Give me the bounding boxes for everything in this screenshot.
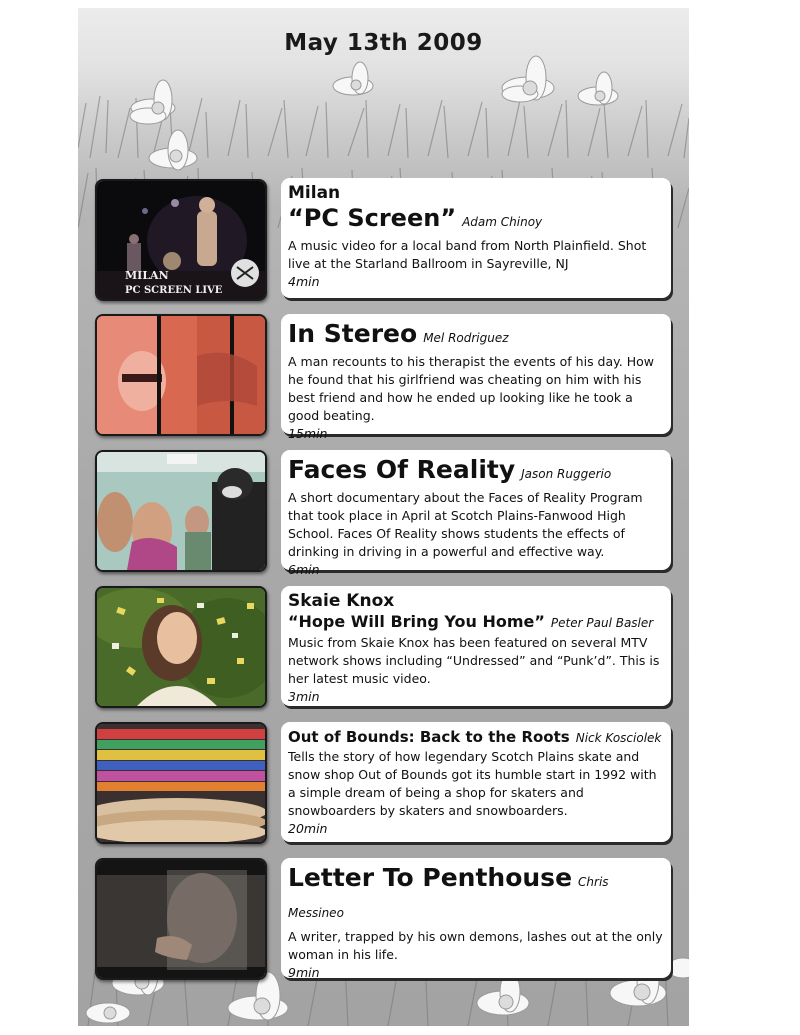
film-thumbnail-skaie-knox	[95, 586, 267, 708]
film-director: Nick Kosciolek	[575, 731, 662, 745]
film-card-milan	[281, 178, 671, 298]
film-card-in-stereo	[281, 314, 671, 441]
film-description: A short documentary about the Faces of Reality Program that took place in April at Scotch Plains-Fanwood High School. Faces Of Reality shows students the effects of drinking in driving in a powerful and effective way.	[288, 490, 643, 559]
film-duration: 20min	[288, 821, 328, 836]
film-description: A man recounts to his therapist the events of his day. How he found that his girlfriend was cheating on him with his best friend and how he ended up looking like he took a good beating.	[288, 354, 654, 423]
film-title: “Hope Will Bring You Home”	[288, 612, 545, 631]
film-description: Music from Skaie Knox has been featured on several MTV network shows including “Undressed” and “Punk’d”. This is her latest music video.	[288, 635, 660, 686]
film-description: A writer, trapped by his own demons, lashes out at the only woman in his life.	[288, 929, 663, 962]
film-director: Adam Chinoy	[462, 215, 543, 229]
film-duration: 9min	[288, 965, 320, 980]
thumb-caption-band: MILAN	[125, 269, 169, 282]
film-artist: Milan	[288, 183, 341, 203]
film-duration: 3min	[288, 689, 320, 704]
film-title: In Stereo	[288, 319, 418, 348]
film-artist: Skaie Knox	[288, 591, 395, 611]
film-title: Out of Bounds: Back to the Roots	[288, 728, 570, 746]
film-title: Letter To Penthouse	[288, 863, 573, 892]
film-thumbnail-letter-to-penthouse	[95, 858, 267, 980]
film-duration: 6min	[288, 562, 320, 577]
film-director: Mel Rodriguez	[423, 331, 509, 345]
film-director: Peter Paul Basler	[550, 616, 654, 630]
thumb-caption-song: PC SCREEN LIVE	[125, 285, 223, 296]
film-card-skaie-knox	[281, 586, 671, 706]
film-card-faces-of-reality	[281, 450, 671, 577]
film-card-out-of-bounds	[281, 722, 671, 842]
film-director: Jason Ruggerio	[521, 467, 612, 481]
film-title: Faces Of Reality	[288, 455, 516, 484]
film-description: A music video for a local band from North Plainfield. Shot live at the Starland Ballroom in Sayreville, NJ	[288, 238, 647, 271]
film-thumbnail-milan	[95, 179, 267, 301]
film-title: “PC Screen”	[288, 204, 457, 232]
page-title: May 13th 2009	[284, 30, 483, 56]
film-duration: 15min	[288, 426, 328, 441]
film-director: Chris Messineo	[288, 875, 609, 920]
film-thumbnail-faces-of-reality	[95, 450, 267, 572]
poster	[78, 8, 689, 1026]
film-thumbnail-out-of-bounds	[95, 722, 267, 844]
film-thumbnail-in-stereo	[95, 314, 267, 436]
film-card-letter-to-penthouse	[281, 858, 671, 978]
film-duration: 4min	[288, 274, 320, 289]
film-description: Tells the story of how legendary Scotch Plains skate and snow shop Out of Bounds got its humble start in 1992 with a simple dream of being a shop for skaters and snowboarders by skaters and snowboarders.	[288, 749, 657, 818]
